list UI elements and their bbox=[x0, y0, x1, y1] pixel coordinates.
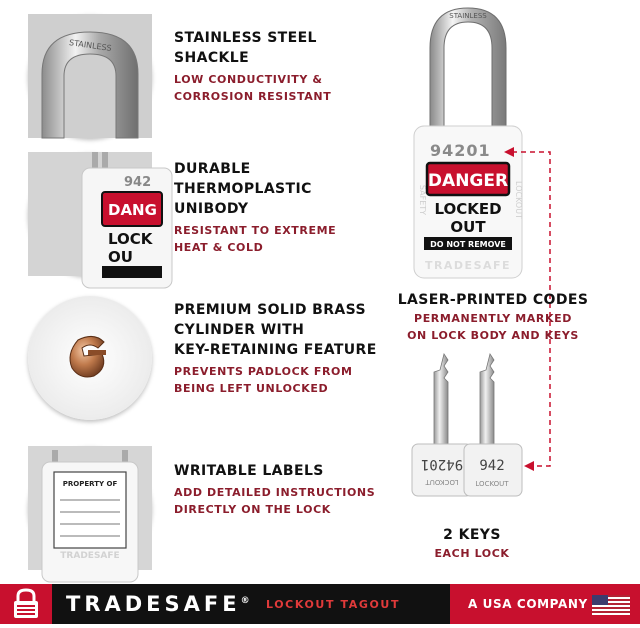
feature-subtitle: HEAT & COLD bbox=[174, 241, 264, 254]
registered-mark: ® bbox=[240, 596, 250, 606]
laser-codes-callout bbox=[392, 290, 594, 344]
padlock-danger: DANGER bbox=[427, 171, 509, 191]
padlock-code: 94201 bbox=[430, 141, 491, 160]
key-code-left: 94201 bbox=[420, 456, 464, 472]
body-out: OU bbox=[108, 248, 133, 266]
cylinder-thumbnail bbox=[28, 296, 152, 420]
brand-logo bbox=[0, 584, 52, 624]
keys-title: 2 KEYS bbox=[443, 527, 501, 543]
feature-subtitle: DIRECTLY ON THE LOCK bbox=[174, 503, 331, 516]
padlock-brand: TRADESAFE bbox=[424, 259, 512, 272]
shackle-closeup-image bbox=[28, 14, 152, 138]
keys-callout bbox=[412, 525, 532, 562]
footer-bar bbox=[0, 584, 640, 624]
keys-subtitle: EACH LOCK bbox=[434, 547, 510, 560]
feature-subtitle: CORROSION RESISTANT bbox=[174, 90, 332, 103]
laser-title: LASER-PRINTED CODES bbox=[397, 292, 589, 308]
padlock-out: OUT bbox=[450, 218, 486, 236]
feature-title: WRITABLE LABELS bbox=[174, 463, 324, 479]
feature-title: STAINLESS STEEL bbox=[174, 30, 317, 46]
padlock-side-left: SAFETY bbox=[418, 184, 427, 216]
key-label-right: LOCKOUT bbox=[475, 480, 509, 488]
brass-cylinder-image bbox=[28, 296, 152, 420]
padlock-locked: LOCKED bbox=[434, 200, 502, 218]
laser-subtitle: ON LOCK BODY AND KEYS bbox=[407, 329, 579, 342]
feature-title: THERMOPLASTIC bbox=[174, 181, 312, 197]
body-locked: LOCK bbox=[108, 230, 153, 248]
feature-title: UNIBODY bbox=[174, 201, 249, 217]
body-thumbnail bbox=[28, 152, 157, 276]
usa-badge bbox=[450, 584, 640, 624]
feature-labels bbox=[174, 461, 375, 518]
brand-name bbox=[66, 592, 250, 616]
us-flag-icon bbox=[592, 595, 630, 615]
feature-subtitle: PREVENTS PADLOCK FROM bbox=[174, 365, 353, 378]
label-thumbnail bbox=[28, 446, 152, 570]
brand-part1: TRADE bbox=[66, 592, 165, 616]
padlock-side-right: LOCKOUT bbox=[514, 181, 523, 219]
padlock-shackle-engraving: STAINLESS bbox=[449, 12, 487, 20]
label-brand: TRADESAFE bbox=[60, 551, 120, 561]
shackle-engraving: STAINLESS bbox=[68, 38, 113, 53]
feature-title: SHACKLE bbox=[174, 50, 250, 66]
footer-tagline: LOCKOUT TAGOUT bbox=[266, 598, 401, 611]
key-left bbox=[412, 354, 472, 496]
feature-cylinder bbox=[174, 300, 377, 397]
feature-body bbox=[174, 159, 336, 256]
padlock-logo-icon bbox=[0, 584, 52, 624]
lock-body-closeup-image bbox=[28, 152, 157, 276]
padlock-illustration bbox=[400, 4, 640, 488]
label-heading: PROPERTY OF bbox=[62, 480, 118, 488]
shackle-thumbnail bbox=[28, 14, 152, 138]
connector-arrow-bottom bbox=[524, 461, 534, 471]
feature-title: DURABLE bbox=[174, 161, 251, 177]
feature-title: KEY-RETAINING FEATURE bbox=[174, 342, 377, 358]
feature-subtitle: RESISTANT TO EXTREME bbox=[174, 224, 337, 237]
padlock-do-not-remove: DO NOT REMOVE bbox=[430, 240, 506, 249]
feature-subtitle: ADD DETAILED INSTRUCTIONS bbox=[174, 486, 376, 499]
body-danger: DANG bbox=[108, 201, 157, 219]
feature-title: PREMIUM SOLID BRASS bbox=[174, 302, 366, 318]
body-code: 942 bbox=[124, 175, 152, 190]
feature-subtitle: BEING LEFT UNLOCKED bbox=[174, 382, 329, 395]
feature-subtitle: LOW CONDUCTIVITY & bbox=[174, 73, 323, 86]
key-label-left: LOCKOUT bbox=[425, 478, 459, 486]
key-right bbox=[464, 354, 522, 496]
brand-part2: SAFE bbox=[164, 592, 241, 616]
feature-shackle bbox=[174, 28, 331, 105]
laser-subtitle: PERMANENTLY MARKED bbox=[414, 312, 572, 325]
feature-title: CYLINDER WITH bbox=[174, 322, 305, 338]
key-code-right: 942 bbox=[479, 458, 505, 474]
usa-text: A USA COMPANY bbox=[468, 597, 588, 611]
writable-label-image bbox=[28, 446, 152, 570]
